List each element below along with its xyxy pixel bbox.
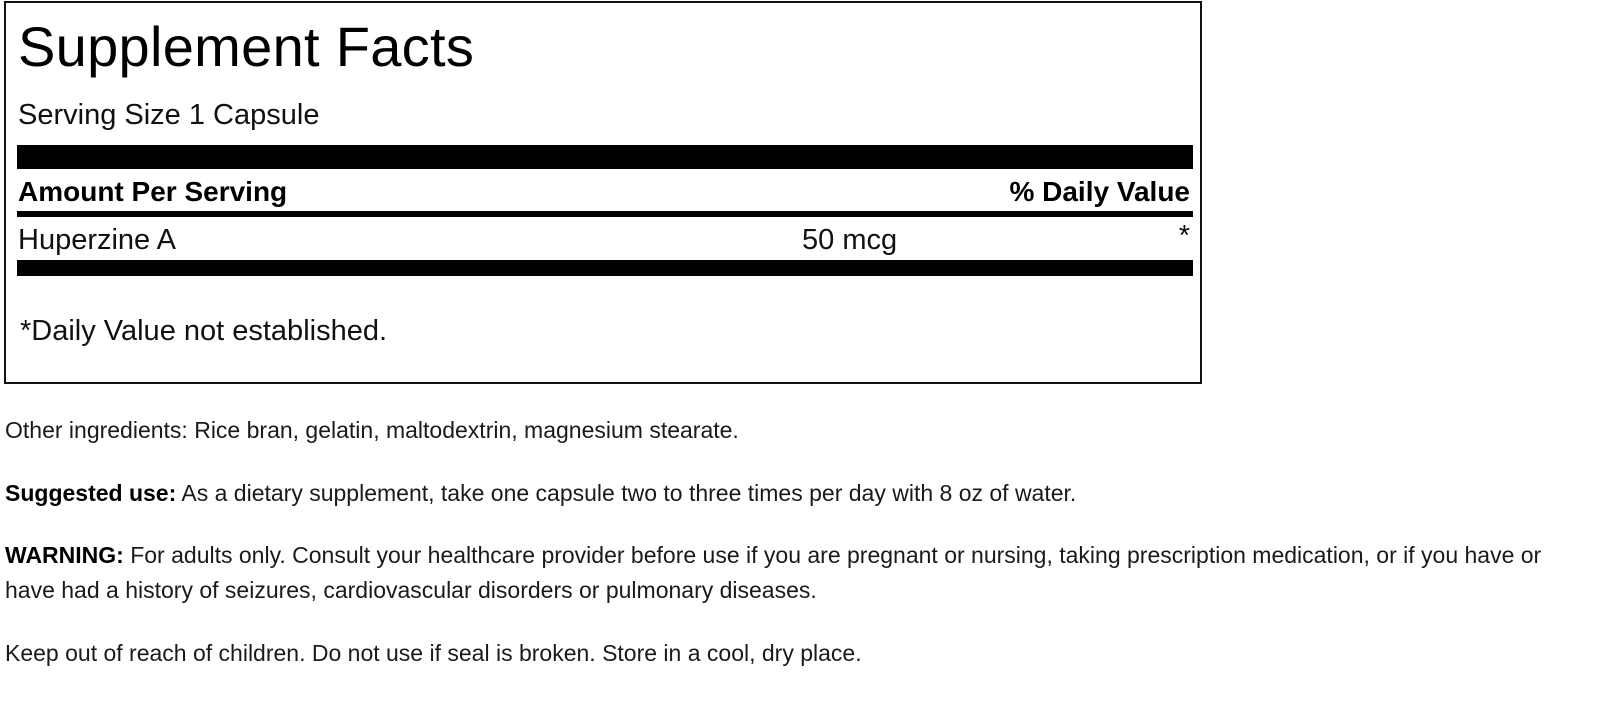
- suggested-use-text: As a dietary supplement, take one capsule two to three times per day with 8 oz of water.: [176, 480, 1077, 506]
- daily-value-header: % Daily Value: [1009, 176, 1190, 207]
- daily-value-footnote: *Daily Value not established.: [20, 315, 388, 347]
- divider-medium: [17, 211, 1193, 217]
- nutrient-daily-value: *: [1178, 220, 1190, 252]
- suggested-use: [5, 476, 1597, 511]
- other-ingredients: Other ingredients: Rice bran, gelatin, maltodextrin, magnesium stearate.: [5, 417, 739, 443]
- storage-instructions: Keep out of reach of children. Do not use if seal is broken. Store in a cool, dry place.: [5, 640, 862, 666]
- nutrient-name: Huperzine A: [18, 224, 176, 256]
- divider-bottom: [17, 260, 1193, 276]
- suggested-use-label: Suggested use:: [5, 480, 177, 506]
- warning-label: WARNING:: [5, 542, 124, 568]
- warning: [5, 538, 1597, 608]
- divider-thick: [17, 145, 1193, 169]
- serving-size: Serving Size 1 Capsule: [18, 99, 320, 131]
- nutrient-amount: 50 mcg: [802, 224, 898, 256]
- supplement-facts-panel: [4, 1, 1202, 384]
- amount-per-serving-header: Amount Per Serving: [18, 176, 288, 207]
- facts-title: Supplement Facts: [18, 15, 475, 78]
- warning-text: For adults only. Consult your healthcare provider before use if you are pregnant or nursing, taking prescription medication, or if you have or have had a history of seizures, cardiovascular disorders or pulmonary diseases.: [5, 542, 1542, 603]
